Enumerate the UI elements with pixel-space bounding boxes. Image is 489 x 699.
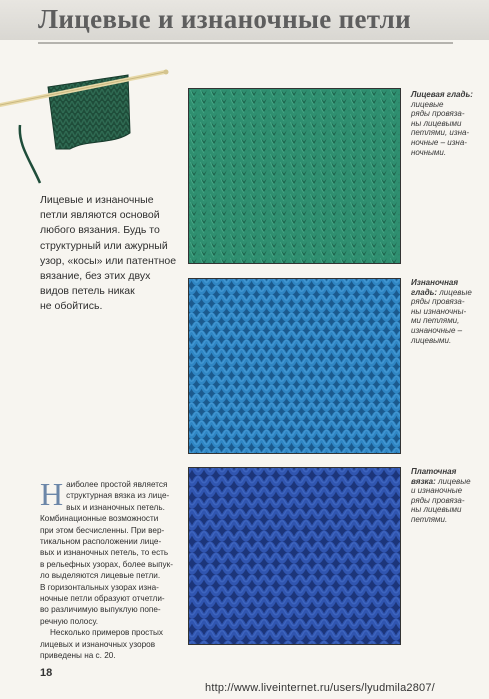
body-paragraph-2 (40, 627, 180, 661)
body-line: ночные петли образуют отчетли- (40, 594, 165, 604)
intro-line: вязание, без этих двух (40, 270, 151, 283)
watermark-url: http://www.liveinternet.ru/users/lyudmila2807/ (205, 682, 435, 694)
page-number: 18 (40, 667, 53, 679)
page-title: Лицевые и изнаночные петли (38, 4, 411, 34)
caption-line: ряды провяза- (411, 109, 465, 119)
caption-line: ны лицевыми (411, 118, 462, 128)
caption-line: ночными. (411, 147, 447, 157)
caption-line: изнаночные – (411, 325, 463, 335)
knitting-needle-swatch-icon (0, 65, 180, 200)
caption-reverse-stockinette (411, 278, 483, 345)
body-text (40, 476, 180, 662)
caption-line: ночные – изна- (411, 137, 467, 147)
body-line: при этом бесчисленны. При вер- (40, 525, 165, 535)
body-line: вых и изнаночных петель, то есть (40, 548, 169, 558)
intro-line: структурный или ажурный (40, 239, 168, 252)
body-line: Комбинационные возможности (40, 514, 159, 524)
caption-line: и изнаночные (411, 486, 463, 496)
body-line: аиболее простой является (66, 480, 168, 489)
caption-line: петлями, изна- (411, 128, 470, 138)
caption-term: Изнаночная гладь: (411, 278, 459, 297)
caption-term: Платочная вязка: (411, 467, 457, 486)
caption-line: лицевые (438, 476, 471, 486)
caption-line: лицевые (439, 287, 472, 297)
body-line: в рельефных узорах, более выпук- (40, 559, 173, 569)
intro-line: петли являются основой (40, 209, 160, 222)
intro-line: любого вязания. Будь то (40, 224, 160, 237)
body-line: приведены на с. 20. (40, 651, 116, 661)
caption-line: лицевыми. (411, 335, 452, 345)
title-divider (38, 42, 453, 44)
intro-line: не обойтись. (40, 300, 103, 313)
body-line: тикальном расположении лице- (40, 537, 162, 547)
caption-garter (411, 467, 483, 525)
caption-term: Лицевая гладь: (411, 90, 473, 99)
caption-line: ны лицевыми (411, 505, 462, 515)
body-line: структурная вязка из лице- (66, 491, 170, 501)
body-line: во различимую выпуклую попе- (40, 605, 161, 615)
caption-line: петлями. (411, 514, 448, 524)
stockinette-swatch-image (188, 88, 401, 264)
caption-line: лицевые (411, 99, 444, 109)
caption-line: ряды провяза- (411, 297, 465, 307)
garter-stitch-swatch-image (188, 467, 401, 645)
reverse-stockinette-swatch-image (188, 278, 401, 454)
body-line: ло выделяются лицевые петли. (40, 571, 161, 581)
body-line: В горизонтальных узорах изна- (40, 582, 159, 592)
body-line: речную полосу. (40, 616, 99, 626)
body-line: Несколько примеров простых (50, 628, 163, 638)
drop-cap: Н (40, 476, 64, 512)
caption-line: ряды провяза- (411, 495, 465, 505)
intro-line: узор, «косы» или патентное (40, 254, 177, 267)
body-line: лицевых и изнаночных узоров (40, 639, 156, 649)
caption-line: ны изнаночны- (411, 306, 467, 316)
body-line: вых и изнаночных петель. (66, 502, 165, 512)
intro-line: Лицевые и изнаночные (40, 194, 154, 206)
intro-paragraph (40, 193, 180, 315)
caption-stockinette (411, 90, 483, 157)
caption-line: ми петлями, (411, 316, 460, 326)
intro-line: видов петель никак (40, 285, 135, 298)
